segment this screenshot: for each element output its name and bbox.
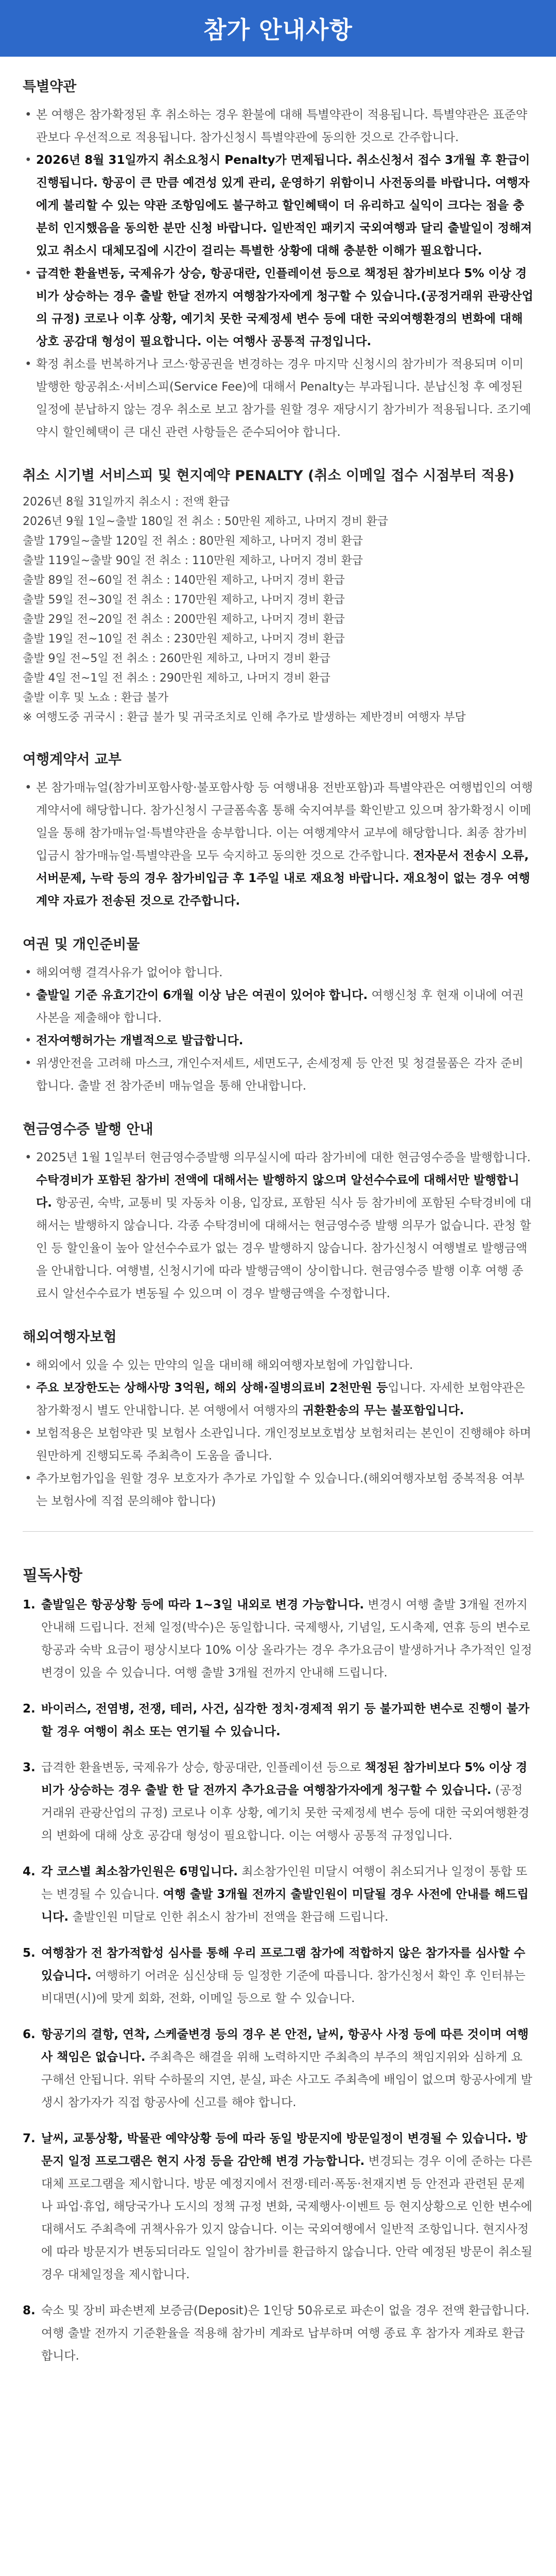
receipt-list (23, 1146, 533, 1305)
special-item: • 급격한 환율변동, 국제유가 상승, 항공대란, 인플레이션 등으로 책정된 참가비보다 5% 이상 경비가 상승하는 경우 출발 한달 전까지 여행참가자에게 청구할 수 있습니다.(공정거래위 관광산업의 규정) 코로나 이후 상황, 예기치 못한 국제정세 변수 등에 대한 국외여행환경의 변화에 대해 상호 공감대 형성이 필요합니다. 이는 여행사 공통적 규정입니다. (23, 262, 533, 353)
cancel-line: 출발 29일 전~20일 전 취소 : 200만원 제하고, 나머지 경비 환급 (23, 613, 345, 626)
insurance-title: 해외여행자보험 (23, 1329, 117, 1345)
passport-item: • 전자여행허가는 개별적으로 발급합니다. (23, 1029, 533, 1052)
cancel-line: 출발 이후 및 노쇼 : 환급 불가 (23, 691, 169, 704)
cancel-line: 출발 119일~출발 90일 전 취소 : 110만원 제하고, 나머지 경비 환급 (23, 554, 363, 567)
content (0, 75, 556, 2367)
special-item: • 본 여행은 참가확정된 후 취소하는 경우 환불에 대해 특별약관이 적용됩니다. 특별약관은 표준약관보다 우선적으로 적용됩니다. 참가신청시 특별약관에 동의한 것으로 간주합니다. (23, 104, 533, 149)
receipt-title: 현금영수증 발행 안내 (23, 1122, 153, 1138)
contract-title: 여행계약서 교부 (23, 752, 121, 768)
cancel-line: 출발 19일 전~10일 전 취소 : 230만원 제하고, 나머지 경비 환급 (23, 633, 345, 646)
cancel-line: 출발 9일 전~5일 전 취소 : 260만원 제하고, 나머지 경비 환급 (23, 652, 331, 665)
insurance-list (23, 1354, 533, 1513)
note-item: 5. 여행참가 전 참가적합성 심사를 통해 우리 프로그램 참가에 적합하지 않은 참가자를 심사할 수 있습니다. 여행하기 어려운 심신상태 등 일정한 기준에 따릅니다. 참가신청서 확인 후 인터뷰는 비대면(시)에 맞게 회화, 전화, 이메일 등으로 할 수 있습니다. (23, 1946, 526, 2005)
special-list (23, 104, 533, 444)
cancel-line: 출발 4일 전~1일 전 취소 : 290만원 제하고, 나머지 경비 환급 (23, 672, 331, 685)
insurance-item: • 추가보험가입을 원할 경우 보호자가 추가로 가입할 수 있습니다.(해외여행자보험 중복적용 여부는 보험사에 직접 문의해야 합니다) (23, 1467, 533, 1513)
insurance-item: • 주요 보장한도는 상해사망 3억원, 해외 상해·질병의료비 2천만원 등입니다. 자세한 보험약관은 참가확정시 별도 안내합니다. 본 여행에서 여행자의 귀환환송의 무는 불포함입니다. (23, 1377, 533, 1422)
cancel-line: 출발 89일 전~60일 전 취소 : 140만원 제하고, 나머지 경비 환급 (23, 574, 345, 587)
passport-title: 여권 및 개인준비물 (23, 937, 140, 953)
special-item: • 2026년 8월 31일까지 취소요청시 Penalty가 면제됩니다. 취소신청서 접수 3개월 후 환급이 진행됩니다. 항공이 큰 만큼 예견성 있게 관리, 운영하기 위함이니 사전동의를 바랍니다. 여행자에게 불리할 수 있는 약관 조항임에도 불구하고 할인혜택이 더 유리하고 실익이 크다는 점을 충분히 인지했음을 동의한 분만 신청 바랍니다. 일반적인 패키지 국외여행과 달리 출발일이 정해져 있고 취소시 대체모집에 시간이 걸리는 특별한 상황에 대해 충분한 이해가 필요합니다. (23, 149, 533, 262)
cancel-line: 출발 179일~출발 120일 전 취소 : 80만원 제하고, 나머지 경비 환급 (23, 535, 363, 548)
receipt-item: • 2025년 1월 1일부터 현금영수증발행 의무실시에 따라 참가비에 대한 현금영수증을 발행합니다. 수탁경비가 포함된 참가비 전액에 대해서는 발행하지 않으며 알선수수료에 대해서만 발행합니다. 항공권, 숙박, 교통비 및 자동차 이용, 입장료, 포함된 식사 등 참가비에 포함된 수탁경비에 대해서는 발행하지 않습니다. 각종 수탁경비에 대해서는 현금영수증 발행 의무가 없습니다. 관청 할인 등 할인율이 높아 알선수수료가 없는 경우 발행하지 않습니다. 참가신청시 여행별로 발행금액을 안내합니다. 여행별, 신청시기에 따라 발행금액이 상이합니다. 현금영수증 발행 이후 여행 종료시 알선수수료가 변동될 수 있으며 이 경우 발행금액을 수정합니다. (23, 1146, 533, 1305)
insurance-item: • 보험적용은 보험약관 및 보험사 소관입니다. 개인정보보호법상 보험처리는 본인이 진행해야 하며 원만하게 진행되도록 주최측이 도움을 줍니다. (23, 1422, 533, 1467)
cancel-line: 2026년 9월 1일~출발 180일 전 취소 : 50만원 제하고, 나머지 경비 환급 (23, 515, 389, 528)
note-item: 1. 출발일은 항공상황 등에 따라 1~3일 내외로 변경 가능합니다. 변경시 여행 출발 3개월 전까지 안내해 드립니다. 전체 일정(박수)은 동일합니다. 국제행사, 기념일, 도시축제, 연휴 등의 변수로 항공과 숙박 요금이 평상시보다 10% 이상 올라가는 경우 추가요금이 발생하거나 추가적인 일정변경이 있을 수 있습니다. 여행 출발 3개월 전까지 안내해 드립니다. (23, 1598, 532, 1680)
note-item: 8. 숙소 및 장비 파손변제 보증금(Deposit)은 1인당 50유로로 파손이 없을 경우 전액 환급합니다. 여행 출발 전까지 기준환율을 적용해 참가비 계좌로 납부하며 여행 종료 후 참가자 계좌로 환급합니다. (23, 2304, 530, 2363)
note-item: 7. 날씨, 교통상황, 박물관 예약상황 등에 따라 동일 방문지에 방문일정이 변경될 수 있습니다. 방문지 일정 프로그램은 현지 사정 등을 감안해 변경 가능합니다. 변경되는 경우 이에 준하는 다른 대체 프로그램을 제시합니다. 방문 예정지에서 전쟁·테러·폭동·천재지변 등 안전과 관련된 문제나 파업·휴업, 해당국가나 도시의 정책 규정 변화, 국제행사·이벤트 등 현지상황으로 인한 변수에 대해서도 주최측에 귀책사유가 있지 않습니다. 이는 국외여행에서 일반적 조항입니다. 현지사정에 따라 방문지가 변동되더라도 일일이 참가비를 환급하지 않습니다. 안락 예정된 방문이 취소될 경우 대체일정을 제시합니다. (23, 2132, 533, 2281)
cancel-schedule (23, 493, 533, 727)
passport-item: • 출발일 기준 유효기간이 6개월 이상 남은 여권이 있어야 합니다. 여행신청 후 현재 이내에 여권사본을 제출해야 합니다. (23, 984, 533, 1029)
note-item: 4. 각 코스별 최소참가인원은 6명입니다. 최소참가인원 미달시 여행이 취소되거나 일정이 통합 또는 변경될 수 있습니다. 여행 출발 3개월 전까지 출발인원이 미달될 경우 사전에 안내를 해드립니다. 출발인원 미달로 인한 취소시 참가비 전액을 환급해 드립니다. (23, 1865, 529, 1924)
cancel-note: ※ 여행도중 귀국시 : 환급 불가 및 귀국조치로 인해 추가로 발생하는 제반경비 여행자 부담 (23, 711, 466, 724)
passport-item: • 해외여행 결격사유가 없어야 합니다. (23, 961, 533, 984)
cancel-line: 2026년 8월 31일까지 취소시 : 전액 환급 (23, 496, 230, 509)
cancel-line: 출발 59일 전~30일 전 취소 : 170만원 제하고, 나머지 경비 환급 (23, 594, 345, 606)
special-item: • 확정 취소를 번복하거나 코스·항공권을 변경하는 경우 마지막 신청시의 참가비가 적용되며 이미 발행한 항공취소·서비스피(Service Fee)에 대해서 Penalty는 부과됩니다. 분납신청 후 예정된 일정에 분납하지 않는 경우 취소로 보고 참가를 원할 경우 재당시기 참가비가 적용됩니다. 조기예약시 할인혜택이 큰 대신 관련 사항들은 준수되어야 합니다. (23, 353, 533, 444)
page-title: 참가 안내사항 (203, 16, 353, 44)
notes-list (23, 1594, 533, 2367)
note-item: 6. 항공기의 결항, 연착, 스케줄변경 등의 경우 본 안전, 날씨, 항공사 사정 등에 따른 것이며 여행사 책임은 없습니다. 주최측은 해결을 위해 노력하지만 주최측의 부주의 책임지위와 심하게 요구해선 안됩니다. 위탁 수하물의 지연, 분실, 파손 사고도 주최측에 배임이 없으며 항공사에게 발생시 참가자가 직접 항공사에 신고를 해야 합니다. (23, 2028, 532, 2109)
contract-item: • 본 참가매뉴얼(참가비포함사항·불포함사항 등 여행내용 전반포함)과 특별약관은 여행법인의 여행계약서에 해당합니다. 참가신청시 구글폼속홈 통해 숙지여부를 확인받고 있으며 참가확정시 이메일을 통해 참가매뉴얼·특별약관을 송부합니다. 이는 여행계약서 교부에 해당합니다. 최종 참가비입금시 참가매뉴얼·특별약관을 모두 숙지하고 동의한 것으로 간주합니다. 전자문서 전송시 오류, 서버문제, 누락 등의 경우 참가비입금 후 1주일 내로 재요청 바랍니다. 재요청이 없는 경우 여행계약 자료가 전송된 것으로 간주합니다. (23, 776, 533, 912)
passport-list (23, 961, 533, 1097)
passport-item: • 위생안전을 고려해 마스크, 개인수저세트, 세면도구, 손세정제 등 안전 및 청결물품은 각자 준비합니다. 출발 전 참가준비 매뉴얼을 통해 안내합니다. (23, 1052, 533, 1097)
insurance-item: • 해외에서 있을 수 있는 만약의 일을 대비해 해외여행자보험에 가입합니다. (23, 1354, 533, 1377)
page-header (0, 0, 556, 57)
note-item: 2. 바이러스, 전염병, 전쟁, 테러, 사건, 심각한 정치·경제적 위기 등 불가피한 변수로 진행이 불가할 경우 여행이 취소 또는 연기될 수 있습니다. (23, 1702, 530, 1738)
section-divider (23, 1531, 533, 1532)
cancel-title: 취소 시기별 서비스피 및 현지예약 PENALTY (취소 이메일 접수 시점부터 적용) (23, 468, 515, 484)
note-item: 3. 급격한 환율변동, 국제유가 상승, 항공대란, 인플레이션 등으로 책정된 참가비보다 5% 이상 경비가 상승하는 경우 출발 한 달 전까지 추가요금을 여행참가자에게 청구할 수 있습니다. (공정거래위 관광산업의 규정) 코로나 이후 상황, 예기치 못한 국제정세 변수 등에 대한 국외여행환경의 변화에 대해 상호 공감대 형성이 필요합니다. 이는 여행사 공통적 규정입니다. (23, 1761, 530, 1842)
notes-title: 필독사항 (23, 1567, 82, 1585)
contract-list (23, 776, 533, 912)
special-title: 특별약관 (23, 79, 77, 95)
